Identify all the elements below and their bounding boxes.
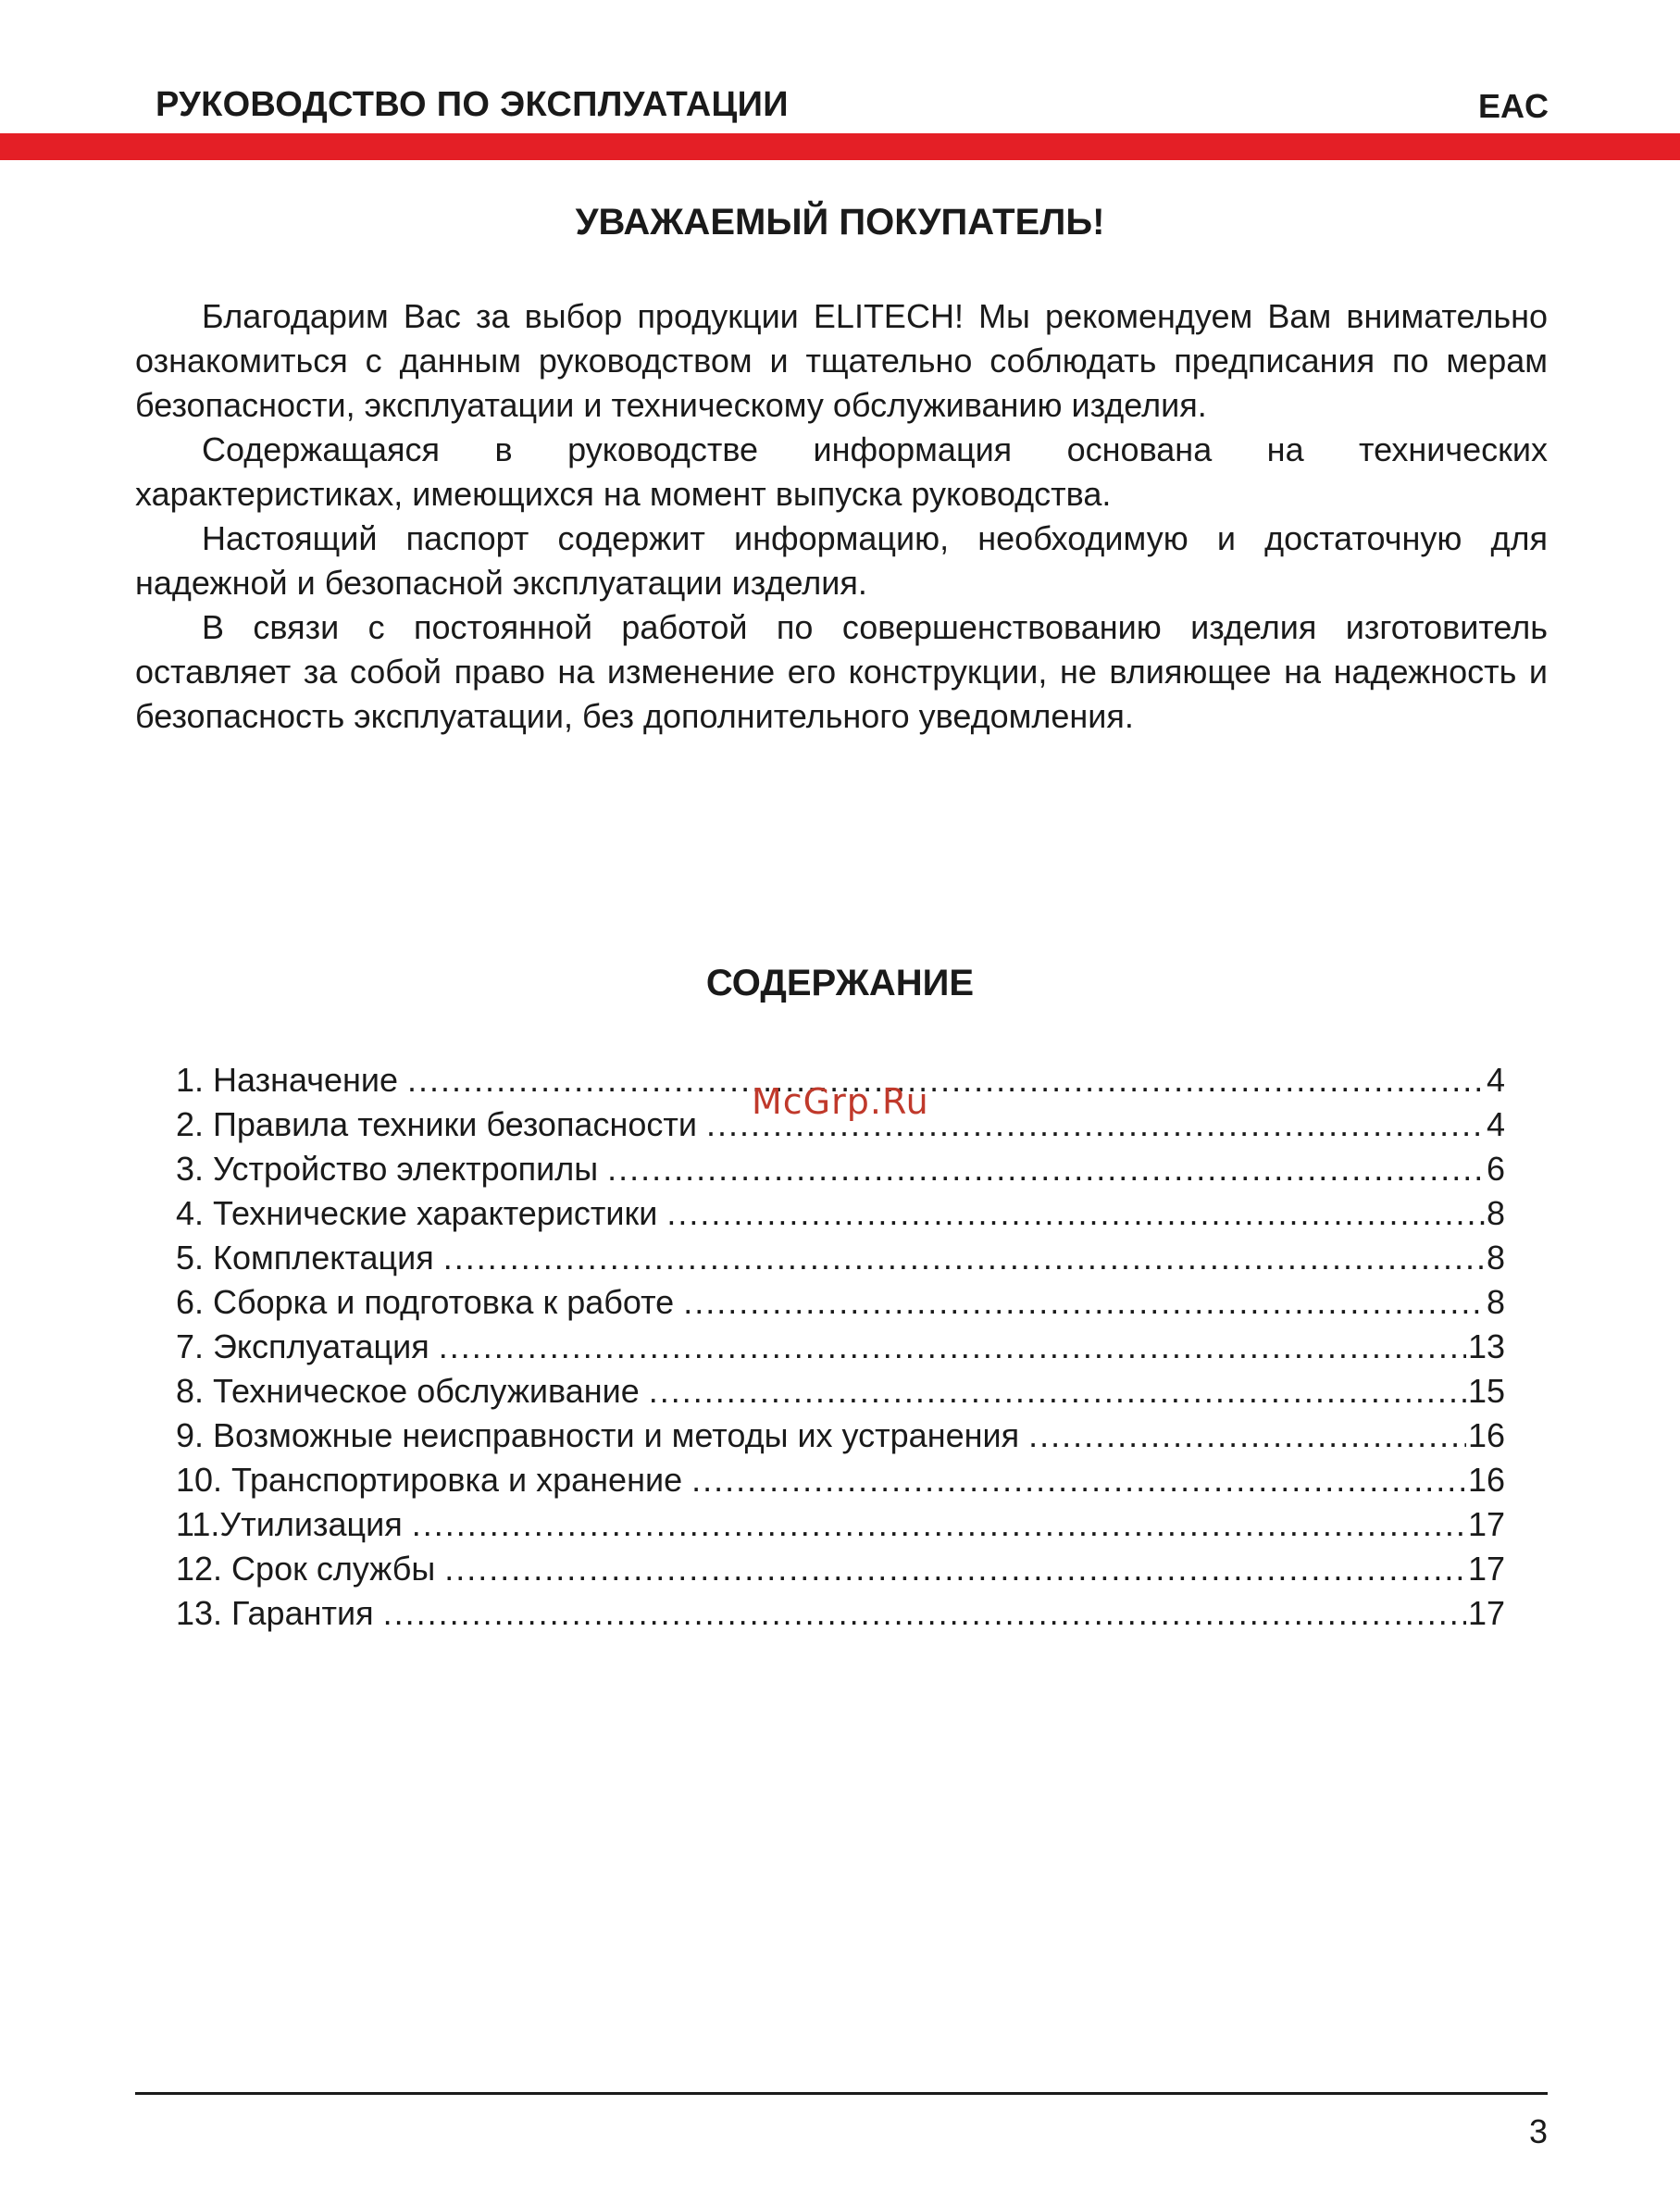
- toc-item-page: 4: [1486, 1061, 1505, 1099]
- toc-leader-dots: [649, 1369, 1466, 1414]
- toc-item[interactable]: [176, 1458, 1505, 1502]
- header-red-band: [0, 133, 1680, 160]
- toc-item[interactable]: [176, 1547, 1505, 1591]
- toc-item-page: 6: [1486, 1150, 1505, 1188]
- toc-item-label: 1. Назначение: [176, 1061, 399, 1099]
- toc-item-page: 17: [1467, 1550, 1505, 1588]
- toc-item-label: 12. Срок службы: [176, 1550, 436, 1588]
- eac-mark: EAC: [1477, 87, 1549, 125]
- toc-leader-dots: [407, 1058, 1485, 1102]
- page-number: 3: [1528, 2112, 1548, 2150]
- toc-leader-dots: [412, 1502, 1466, 1547]
- toc-item-label: 8. Техническое обслуживание: [176, 1372, 640, 1410]
- watermark: McGrp.Ru: [752, 1081, 929, 1122]
- toc-leader-dots: [443, 1236, 1485, 1280]
- toc-leader-dots: [691, 1458, 1466, 1502]
- toc-heading: СОДЕРЖАНИЕ: [705, 963, 975, 1003]
- intro-text: [135, 294, 1548, 739]
- toc-item[interactable]: [176, 1191, 1505, 1236]
- toc-item-label: 11.Утилизация: [176, 1505, 403, 1543]
- toc-leader-dots: [683, 1280, 1485, 1325]
- toc-leader-dots: [439, 1325, 1466, 1369]
- intro-paragraph: Благодарим Вас за выбор продукции ELITECH! Мы рекомендуем Вам внимательно ознакомиться с данным руководством и тщательно соблюдать предписания по мерам безопасности, эксплуатации и техническому обслуживанию изделия.: [135, 297, 1548, 424]
- toc-leader-dots: [383, 1591, 1466, 1636]
- toc-leader-dots: [444, 1547, 1466, 1591]
- toc-item-page: 15: [1467, 1372, 1505, 1410]
- footer-divider: [135, 2092, 1548, 2095]
- toc-leader-dots: [666, 1191, 1485, 1236]
- toc-item-page: 16: [1467, 1416, 1505, 1454]
- header-title: РУКОВОДСТВО ПО ЭКСПЛУАТАЦИИ: [156, 85, 789, 124]
- intro-paragraph: Настоящий паспорт содержит информацию, необходимую и достаточную для надежной и безопасной эксплуатации изделия.: [135, 519, 1548, 602]
- intro-paragraph: Содержащаяся в руководстве информация основана на технических характеристиках, имеющихся на момент выпуска руководства.: [135, 430, 1548, 513]
- toc-item-page: 17: [1467, 1505, 1505, 1543]
- toc-item-label: 5. Комплектация: [176, 1239, 434, 1277]
- toc-item-label: 10. Транспортировка и хранение: [176, 1461, 683, 1499]
- toc-item-label: 6. Сборка и подготовка к работе: [176, 1283, 675, 1321]
- toc-item-label: 9. Возможные неисправности и методы их устранения: [176, 1416, 1020, 1454]
- toc-item-label: 13. Гарантия: [176, 1594, 374, 1632]
- toc-item-page: 16: [1467, 1461, 1505, 1499]
- greeting-heading: УВАЖАЕМЫЙ ПОКУПАТЕЛЬ!: [575, 202, 1105, 243]
- toc-item-page: 8: [1486, 1239, 1505, 1277]
- intro-paragraph: В связи с постоянной работой по совершенствованию изделия изготовитель оставляет за собой право на изменение его конструкции, не влияющее на надежность и безопасность эксплуатации, без дополнительного уведомления.: [135, 608, 1548, 735]
- toc-item-label: 7. Эксплуатация: [176, 1327, 429, 1365]
- toc-item-label: 4. Технические характеристики: [176, 1194, 658, 1232]
- toc-item-page: 13: [1467, 1327, 1505, 1365]
- toc-item-page: 8: [1486, 1283, 1505, 1321]
- table-of-contents: [176, 1058, 1505, 1636]
- toc-item[interactable]: [176, 1325, 1505, 1369]
- toc-item[interactable]: [176, 1591, 1505, 1636]
- toc-leader-dots: [1028, 1414, 1466, 1458]
- toc-item[interactable]: [176, 1280, 1505, 1325]
- toc-item-page: 4: [1486, 1105, 1505, 1143]
- toc-item[interactable]: [176, 1147, 1505, 1191]
- toc-item-label: 3. Устройство электропилы: [176, 1150, 599, 1188]
- toc-item-page: 17: [1467, 1594, 1505, 1632]
- toc-leader-dots: [607, 1147, 1485, 1191]
- toc-item[interactable]: [176, 1414, 1505, 1458]
- toc-item-page: 8: [1486, 1194, 1505, 1232]
- toc-item[interactable]: [176, 1369, 1505, 1414]
- toc-item[interactable]: [176, 1236, 1505, 1280]
- toc-item-label: 2. Правила техники безопасности: [176, 1105, 697, 1143]
- toc-item[interactable]: [176, 1502, 1505, 1547]
